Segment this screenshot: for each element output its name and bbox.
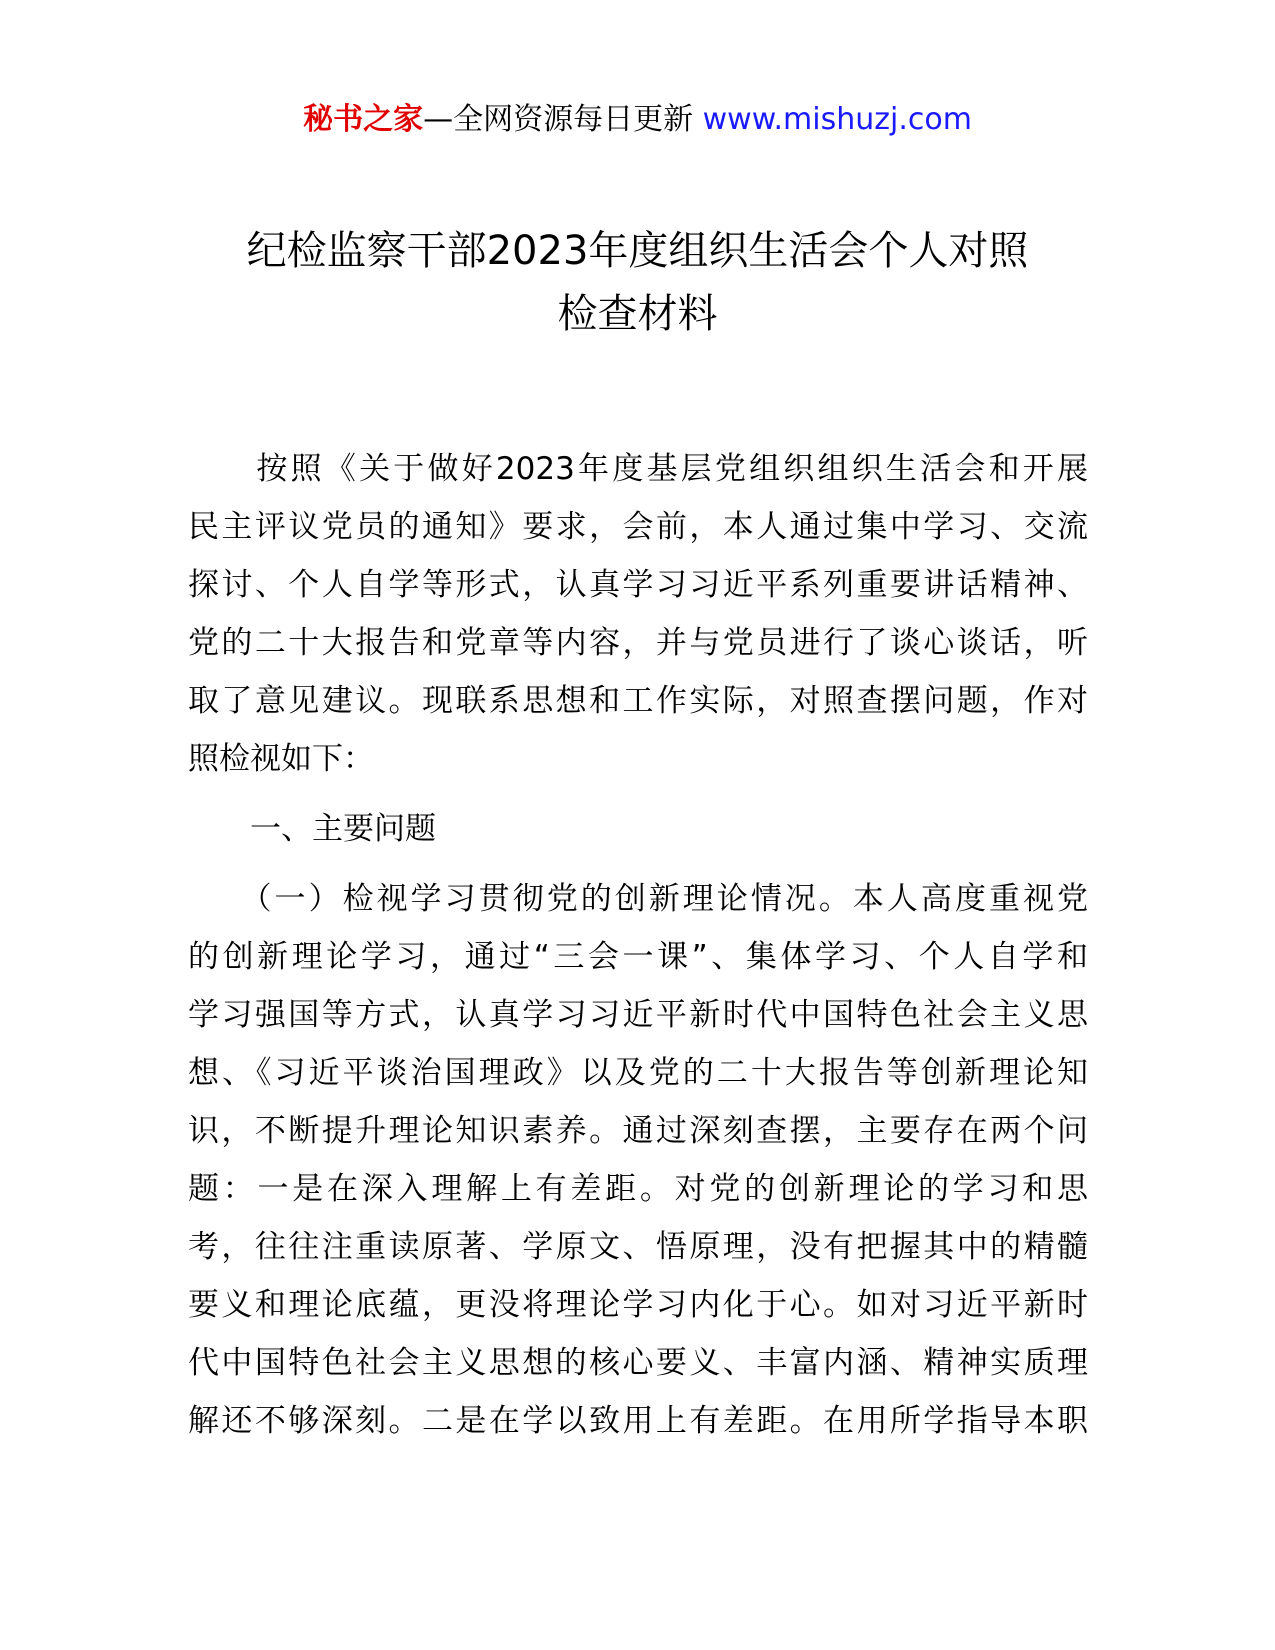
header-tagline: —全网资源每日更新 <box>423 102 694 137</box>
paragraph-line: 的创新理论学习，通过“三会一课”、集体学习、个人自学和 <box>188 939 1088 975</box>
paragraph-line: （一）检视学习贯彻党的创新理论情况。本人高度重视党 <box>188 881 1088 917</box>
website-url[interactable]: www.mishuzj.com <box>702 102 972 137</box>
title-line: 纪检监察干部2023年度组织生活会个人对照 <box>246 228 1029 274</box>
paragraph-line: 题：一是在深入理解上有差距。对党的创新理论的学习和思 <box>188 1171 1088 1207</box>
brand-name: 秘书之家 <box>303 102 424 137</box>
paragraph-line: 解还不够深刻。二是在学以致用上有差距。在用所学指导本职 <box>188 1403 1088 1439</box>
paragraph-line: 代中国特色社会主义思想的核心要义、丰富内涵、精神实质理 <box>188 1345 1088 1381</box>
title-line: 检查材料 <box>557 291 718 337</box>
document-body <box>188 440 1088 1450</box>
paragraph-line: 按照《关于做好2023年度基层党组织组织生活会和开展 <box>188 451 1088 487</box>
paragraph-line: 识，不断提升理论知识素养。通过深刻查摆，主要存在两个问 <box>188 1113 1088 1149</box>
paragraph-line: 想、《习近平谈治国理政》以及党的二十大报告等创新理论知 <box>188 1055 1088 1091</box>
paragraph-line: 民主评议党员的通知》要求，会前，本人通过集中学习、交流 <box>188 509 1088 545</box>
paragraph-line: 探讨、个人自学等形式，认真学习习近平系列重要讲话精神、 <box>188 567 1088 603</box>
document-title <box>180 220 1095 346</box>
section-paragraph <box>188 870 1088 1450</box>
paragraph-line: 考，往往注重读原著、学原文、悟原理，没有把握其中的精髓 <box>188 1229 1088 1265</box>
paragraph-line: 要义和理论底蕴，更没将理论学习内化于心。如对习近平新时 <box>188 1287 1088 1323</box>
paragraph-line: 学习强国等方式，认真学习习近平新时代中国特色社会主义思 <box>188 997 1088 1033</box>
section-heading: 一、主要问题 <box>188 811 436 847</box>
paragraph-line: 照检视如下： <box>188 741 374 777</box>
paragraph-line: 取了意见建议。现联系思想和工作实际，对照查摆问题，作对 <box>188 683 1088 719</box>
paragraph-line: 党的二十大报告和党章等内容，并与党员进行了谈心谈话，听 <box>188 625 1088 661</box>
intro-paragraph <box>188 440 1088 788</box>
page-header <box>0 100 1275 140</box>
